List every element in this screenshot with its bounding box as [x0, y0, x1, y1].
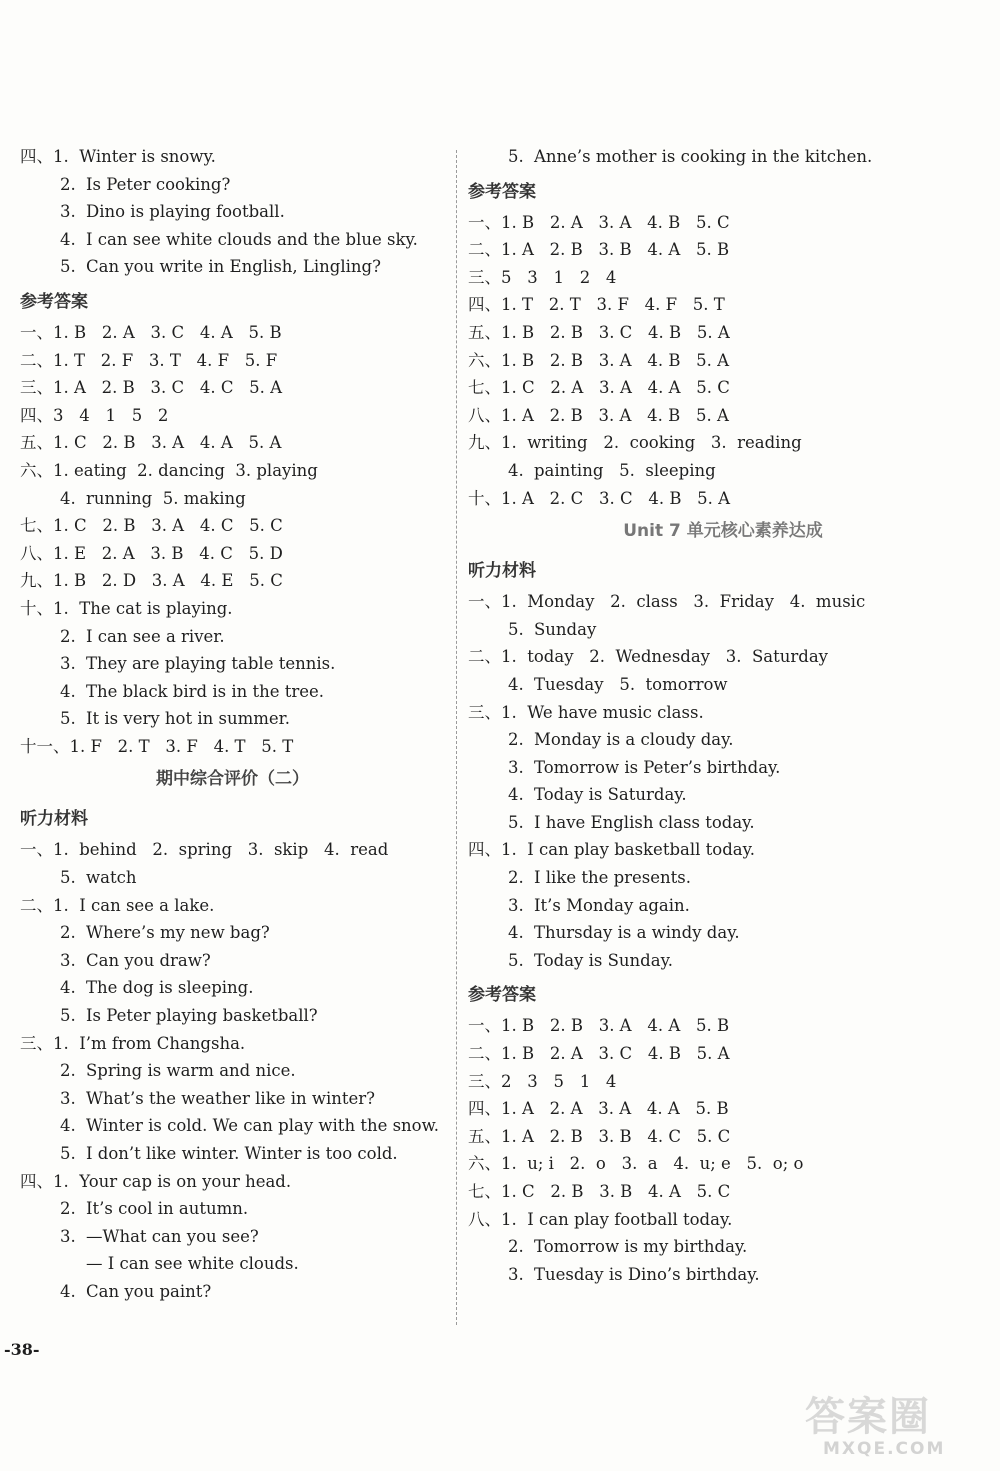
- question-line: [20, 512, 445, 540]
- item-number: 4.: [60, 1281, 76, 1301]
- question-line: [468, 209, 978, 237]
- question-line: [468, 485, 978, 513]
- answer-line: [468, 919, 978, 947]
- item-number: 5.: [60, 257, 76, 277]
- line-text: 一、1. B 2. B 3. A 4. A 5. B: [468, 1016, 730, 1036]
- line-text: I like the presents.: [534, 868, 692, 888]
- question-line: [468, 1206, 978, 1234]
- item-number: 3.: [508, 757, 524, 777]
- question-line: [468, 588, 978, 616]
- item-number: 2.: [60, 626, 76, 646]
- line-text: 九、1. B 2. D 3. A 4. E 5. C: [20, 571, 283, 591]
- question-line: [468, 1095, 978, 1123]
- item-number: 4.: [508, 785, 524, 805]
- line-text: Today is Sunday.: [534, 950, 673, 970]
- line-text: 八、1. I can play football today.: [468, 1209, 733, 1229]
- line-text: I can see white clouds and the blue sky.: [86, 229, 418, 249]
- item-number: 2.: [508, 1237, 524, 1257]
- item-number: 3.: [60, 1088, 76, 1108]
- line-text: 二、1. I can see a lake.: [20, 895, 215, 915]
- line-text: 二、1. today 2. Wednesday 3. Saturday: [468, 647, 828, 667]
- line-text: Anne’s mother is cooking in the kitchen.: [534, 147, 873, 166]
- answer-line: [20, 623, 445, 651]
- line-text: What’s the weather like in winter?: [86, 1088, 376, 1108]
- line-text: 九、1. writing 2. cooking 3. reading: [468, 433, 802, 453]
- line-text: 三、2 3 5 1 4: [468, 1071, 617, 1091]
- item-number: 2.: [60, 923, 76, 943]
- line-text: 八、1. A 2. B 3. A 4. B 5. A: [468, 405, 729, 425]
- section-heading: 参考答案: [468, 181, 536, 202]
- line-text: They are playing table tennis.: [86, 654, 336, 674]
- line-text: 三、1. We have music class.: [468, 702, 704, 722]
- line-text: Winter is cold. We can play with the snow.: [86, 1116, 440, 1136]
- section-heading: 听力材料: [20, 809, 88, 830]
- item-number: 5.: [60, 1144, 76, 1163]
- line-text: 七、1. C 2. B 3. A 4. C 5. C: [20, 516, 283, 536]
- item-number: 2.: [508, 730, 524, 750]
- question-line: [20, 595, 445, 623]
- question-line: [468, 236, 978, 264]
- section-heading: 参考答案: [20, 291, 88, 312]
- answer-line: [468, 754, 978, 782]
- line-text: 四、3 4 1 5 2: [20, 405, 169, 425]
- watermark-url: MXQE.COM: [823, 1439, 946, 1459]
- line-text: Dino is playing football.: [86, 202, 285, 222]
- line-text: watch: [86, 868, 137, 888]
- question-line: [468, 374, 978, 402]
- item-number: 3.: [60, 950, 76, 970]
- answer-line: [468, 781, 978, 809]
- line-text: Tomorrow is Peter’s birthday.: [534, 757, 781, 777]
- answer-line: [20, 974, 445, 1002]
- line-text: Is Peter cooking?: [86, 174, 231, 194]
- question-line: [468, 347, 978, 375]
- line-text: 三、5 3 1 2 4: [468, 267, 617, 287]
- line-text: Today is Saturday.: [534, 785, 687, 805]
- line-text: painting 5. sleeping: [534, 460, 716, 480]
- line-text: — I can see white clouds.: [86, 1254, 299, 1274]
- item-number: 4.: [508, 923, 524, 943]
- question-line: [20, 892, 445, 920]
- question-line: [468, 699, 978, 727]
- answer-line: [20, 705, 445, 733]
- item-number: 4.: [508, 460, 524, 480]
- line-text: 四、1. A 2. A 3. A 4. A 5. B: [468, 1099, 729, 1119]
- line-text: Can you write in English, Lingling?: [86, 257, 381, 277]
- answer-line: [20, 198, 445, 226]
- line-text: 三、1. A 2. B 3. C 4. C 5. A: [20, 378, 283, 398]
- item-number: 3.: [508, 1264, 524, 1284]
- line-text: Thursday is a windy day.: [534, 923, 740, 943]
- right-column: [468, 143, 978, 1288]
- line-text: 二、1. T 2. F 3. T 4. F 5. F: [20, 350, 278, 370]
- item-number: 3.: [508, 895, 524, 915]
- line-text: 一、1. B 2. A 3. C 4. A 5. B: [20, 322, 282, 342]
- line-text: Spring is warm and nice.: [86, 1061, 296, 1081]
- question-line: [468, 1123, 978, 1151]
- line-text: I don’t like winter. Winter is too cold.: [86, 1144, 398, 1163]
- section-heading: 参考答案: [468, 985, 536, 1006]
- item-number: 5.: [508, 812, 524, 832]
- line-text: 五、1. C 2. B 3. A 4. A 5. A: [20, 433, 282, 453]
- watermark-logo: 答案圈: [805, 1394, 931, 1440]
- question-line: [20, 733, 445, 761]
- answer-line: [20, 1057, 445, 1085]
- question-line: [20, 347, 445, 375]
- item-number: 2.: [60, 1199, 76, 1219]
- question-line: [20, 429, 445, 457]
- answer-line: [20, 1278, 445, 1306]
- answer-line: [468, 726, 978, 754]
- line-text: 十一、1. F 2. T 3. F 4. T 5. T: [20, 736, 294, 756]
- question-line: [468, 1178, 978, 1206]
- answer-line: [468, 947, 978, 975]
- question-line: [468, 836, 978, 864]
- line-text: I can see a river.: [86, 626, 225, 646]
- line-text: Tuesday 5. tomorrow: [534, 674, 728, 694]
- line-text: 一、1. behind 2. spring 3. skip 4. read: [20, 840, 389, 860]
- answer-line: [20, 1223, 445, 1251]
- item-number: 5.: [60, 868, 76, 888]
- item-number: 3.: [60, 654, 76, 674]
- answer-line: [20, 678, 445, 706]
- line-text: 六、1. eating 2. dancing 3. playing: [20, 460, 318, 480]
- answer-line: [20, 1140, 445, 1168]
- answer-line: [468, 457, 978, 485]
- line-text: I have English class today.: [534, 812, 755, 832]
- item-number: 5.: [508, 147, 524, 166]
- answer-line: [20, 171, 445, 199]
- question-line: [468, 402, 978, 430]
- line-text: running 5. making: [86, 488, 246, 508]
- item-number: 2.: [60, 1061, 76, 1081]
- item-number: 3.: [60, 202, 76, 222]
- question-line: [20, 1168, 445, 1196]
- question-line: [20, 402, 445, 430]
- line-text: 十、1. A 2. C 3. C 4. B 5. A: [468, 488, 731, 508]
- line-text: 十、1. The cat is playing.: [20, 598, 233, 618]
- line-text: It is very hot in summer.: [86, 709, 290, 729]
- line-text: 四、1. Your cap is on your head.: [20, 1171, 292, 1191]
- item-number: 4.: [60, 978, 76, 998]
- line-text: Sunday: [534, 619, 597, 639]
- question-line: [20, 143, 445, 171]
- line-text: 五、1. A 2. B 3. B 4. C 5. C: [468, 1126, 731, 1146]
- answer-line: [20, 650, 445, 678]
- answer-line: [20, 1250, 445, 1278]
- answer-line: [468, 864, 978, 892]
- line-text: 七、1. C 2. B 3. B 4. A 5. C: [468, 1182, 731, 1201]
- question-line: [468, 1040, 978, 1068]
- line-text: Is Peter playing basketball?: [86, 1006, 318, 1026]
- line-text: 四、1. Winter is snowy.: [20, 147, 216, 166]
- answer-line: [20, 947, 445, 975]
- page-number: -38-: [4, 1340, 40, 1359]
- item-number: 5.: [508, 619, 524, 639]
- question-line: [20, 1030, 445, 1058]
- question-line: [20, 457, 445, 485]
- line-text: Tuesday is Dino’s birthday.: [534, 1264, 760, 1284]
- line-text: Where’s my new bag?: [86, 923, 270, 943]
- answer-line: [468, 1261, 978, 1289]
- item-number: 4.: [508, 674, 524, 694]
- question-line: [20, 836, 445, 864]
- question-line: [20, 374, 445, 402]
- answer-line: [20, 226, 445, 254]
- line-text: —What can you see?: [86, 1226, 259, 1246]
- line-text: 八、1. E 2. A 3. B 4. C 5. D: [20, 543, 283, 563]
- item-number: 2.: [60, 174, 76, 194]
- line-text: 四、1. T 2. T 3. F 4. F 5. T: [468, 295, 725, 315]
- section-heading: 听力材料: [468, 561, 536, 582]
- answer-line: [468, 143, 978, 171]
- question-line: [468, 264, 978, 292]
- item-number: 4.: [60, 1116, 76, 1136]
- question-line: [468, 1068, 978, 1096]
- item-number: 5.: [60, 709, 76, 729]
- question-line: [468, 1150, 978, 1178]
- answer-line: [20, 919, 445, 947]
- item-number: 3.: [60, 1226, 76, 1246]
- answer-line: [468, 892, 978, 920]
- question-line: [468, 291, 978, 319]
- answer-line: [20, 864, 445, 892]
- line-text: 四、1. I can play basketball today.: [468, 840, 755, 860]
- line-text: 五、1. B 2. B 3. C 4. B 5. A: [468, 322, 730, 342]
- line-text: The black bird is in the tree.: [86, 681, 325, 701]
- question-line: [20, 319, 445, 347]
- line-text: It’s cool in autumn.: [86, 1199, 249, 1219]
- question-line: [468, 643, 978, 671]
- line-text: Tomorrow is my birthday.: [534, 1237, 748, 1257]
- answer-line: [468, 1233, 978, 1261]
- answer-line: [468, 671, 978, 699]
- question-line: [468, 319, 978, 347]
- answer-line: [20, 1195, 445, 1223]
- question-line: [468, 1012, 978, 1040]
- item-number: 5.: [508, 950, 524, 970]
- line-text: Can you draw?: [86, 950, 211, 970]
- item-number: 4.: [60, 229, 76, 249]
- answer-line: [20, 1085, 445, 1113]
- line-text: Can you paint?: [86, 1281, 212, 1301]
- answer-line: [468, 616, 978, 644]
- answer-line: [20, 1112, 445, 1140]
- line-text: 二、1. B 2. A 3. C 4. B 5. A: [468, 1044, 730, 1064]
- line-text: The dog is sleeping.: [86, 978, 254, 998]
- column-divider: [456, 150, 457, 1325]
- line-text: 六、1. u; i 2. o 3. a 4. u; e 5. o; o: [468, 1154, 804, 1174]
- question-line: [468, 429, 978, 457]
- section-title: 期中综合评价（二）: [156, 769, 309, 790]
- line-text: 七、1. C 2. A 3. A 4. A 5. C: [468, 378, 730, 398]
- line-text: 一、1. B 2. A 3. A 4. B 5. C: [468, 212, 730, 232]
- section-title: Unit 7 单元核心素养达成: [623, 521, 823, 542]
- answer-line: [20, 253, 445, 281]
- line-text: 三、1. I’m from Changsha.: [20, 1033, 246, 1053]
- line-text: Monday is a cloudy day.: [534, 730, 734, 750]
- left-column: [20, 143, 445, 1306]
- question-line: [20, 567, 445, 595]
- item-number: 2.: [508, 868, 524, 888]
- item-number: 4.: [60, 488, 76, 508]
- line-text: 六、1. B 2. B 3. A 4. B 5. A: [468, 350, 730, 370]
- line-text: It’s Monday again.: [534, 895, 690, 915]
- line-text: 二、1. A 2. B 3. B 4. A 5. B: [468, 240, 730, 260]
- question-line: [20, 540, 445, 568]
- answer-line: [468, 809, 978, 837]
- answer-line: [20, 1002, 445, 1030]
- item-number: 4.: [60, 681, 76, 701]
- line-text: 一、1. Monday 2. class 3. Friday 4. music: [468, 592, 866, 612]
- answer-line: [20, 485, 445, 513]
- watermark: [805, 1395, 995, 1467]
- item-number: 5.: [60, 1006, 76, 1026]
